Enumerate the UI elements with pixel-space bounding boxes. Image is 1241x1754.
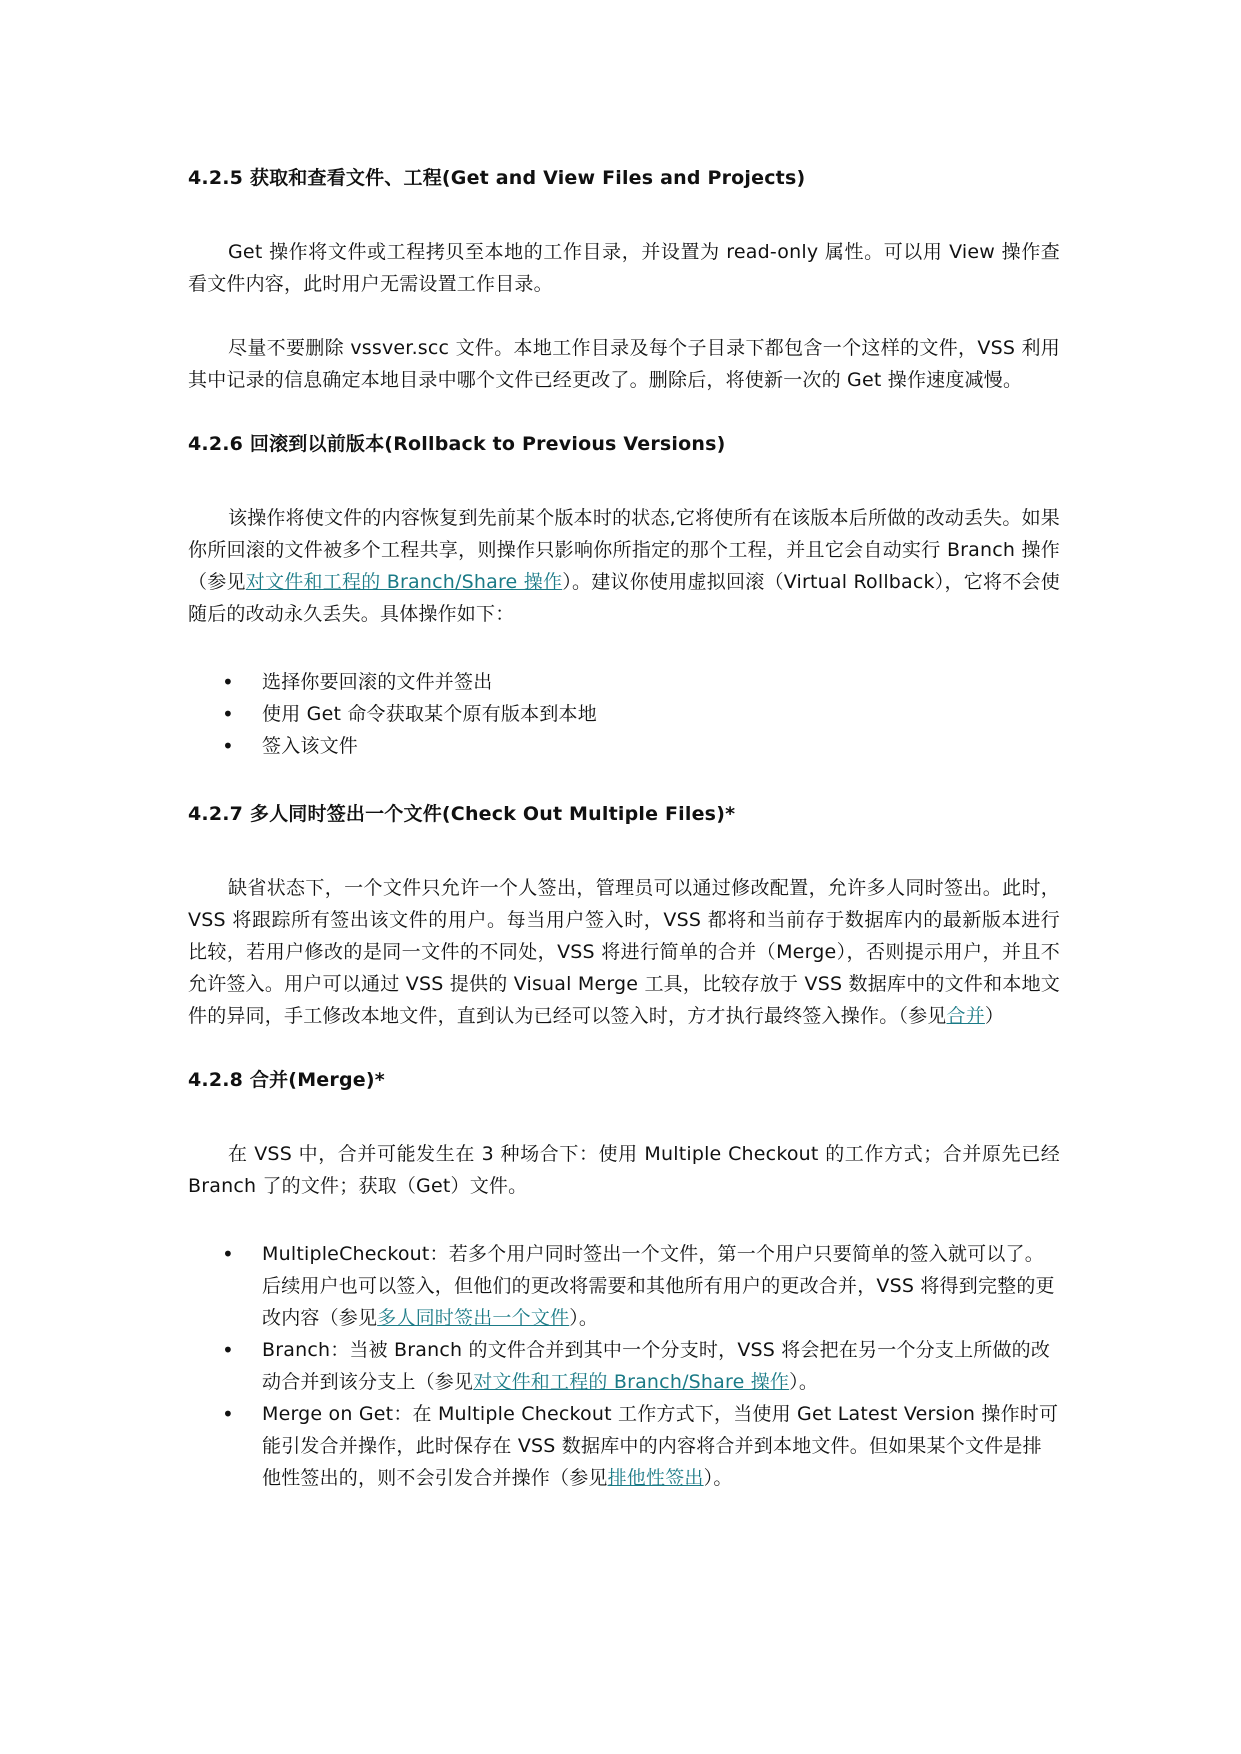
list-item: • 使用 Get 命令获取某个原有版本到本地 (262, 698, 1060, 730)
rollback-text-after: ）。建议你使用虚拟回滚（Virtual Rollback），它将不会使随后的改动永久丢失。具体操作如下： (188, 571, 1060, 625)
list-item (262, 1334, 1060, 1398)
link-merge[interactable]: 合并 (946, 1005, 985, 1027)
heading-4-2-6: 4.2.6 回滚到以前版本(Rollback to Previous Versions) (188, 433, 726, 455)
link-branch-share-2[interactable]: 对文件和工程的 Branch/Share 操作 (473, 1371, 790, 1393)
link-multiple-checkout[interactable]: 多人同时签出一个文件 (377, 1307, 570, 1329)
paragraph-rollback (188, 502, 1060, 630)
list-item-text: ）。 (703, 1467, 733, 1489)
rollback-text-before: 该操作将使文件的内容恢复到先前某个版本时的状态,它将使所有在该版本后所做的改动丢失。如果你所回滚的文件被多个工程共享，则操作只影响你所指定的那个工程，并且它会自动实行 Branch 操作（参见 (188, 507, 1060, 593)
heading-4-2-5: 4.2.5 获取和查看文件、工程(Get and View Files and Projects) (188, 167, 806, 189)
merge-cases-list (188, 1238, 1060, 1494)
list-item-text: Merge on Get：在 Multiple Checkout 工作方式下，当使用 Get Latest Version 操作时可能引发合并操作，此时保存在 VSS 数据库中的内容将合并到本地文件。但如果某个文件是排他性签出的，则不会引发合并操作（参见 (262, 1403, 1059, 1489)
list-item-text: MultipleCheckout：若多个用户同时签出一个文件，第一个用户只要简单的签入就可以了。后续用户也可以签入，但他们的更改将需要和其他所有用户的更改合并，VSS 将得到完整的更改内容（参见 (262, 1243, 1055, 1329)
checkout-text-before: 缺省状态下，一个文件只允许一个人签出，管理员可以通过修改配置，允许多人同时签出。此时，VSS 将跟踪所有签出该文件的用户。每当用户签入时，VSS 都将和当前存于数据库内的最新版本进行比较，若用户修改的是同一文件的不同处，VSS 将进行简单的合并（Merge），否则提示用户，并且不允许签入。用户可以通过 VSS 提供的 Visual Merge 工具，比较存放于 VSS 数据库中的文件和本地文件的异同，手工修改本地文件，直到认为已经可以签入时，方才执行最终签入操作。（参见 (188, 877, 1060, 1027)
list-item (262, 1398, 1060, 1494)
document-content (188, 162, 1060, 1494)
link-exclusive-checkout[interactable]: 排他性签出 (607, 1467, 704, 1489)
list-item-text: ）。 (569, 1307, 599, 1329)
paragraph-get-operation: Get 操作将文件或工程拷贝至本地的工作目录，并设置为 read-only 属性。可以用 View 操作查看文件内容，此时用户无需设置工作目录。 (188, 241, 1060, 295)
rollback-steps-list (188, 666, 1060, 762)
list-item-text: Branch：当被 Branch 的文件合并到其中一个分支时，VSS 将会把在另一个分支上所做的改动合并到该分支上（参见 (262, 1339, 1051, 1393)
paragraph-multiple-checkout (188, 872, 1060, 1032)
paragraph-vssver: 尽量不要删除 vssver.scc 文件。本地工作目录及每个子目录下都包含一个这样的文件，VSS 利用其中记录的信息确定本地目录中哪个文件已经更改了。删除后，将使新一次的 Get 操作速度减慢。 (188, 337, 1060, 391)
heading-4-2-7: 4.2.7 多人同时签出一个文件(Check Out Multiple Files)* (188, 803, 736, 825)
list-item (262, 1238, 1060, 1334)
list-item-text: ）。 (789, 1371, 819, 1393)
list-item: • 签入该文件 (262, 730, 1060, 762)
heading-4-2-8: 4.2.8 合并(Merge)* (188, 1069, 385, 1091)
link-branch-share[interactable]: 对文件和工程的 Branch/Share 操作 (245, 571, 563, 593)
checkout-text-after: ） (984, 1005, 1005, 1027)
list-item: • 选择你要回滚的文件并签出 (262, 666, 1060, 698)
paragraph-merge-intro: 在 VSS 中，合并可能发生在 3 种场合下：使用 Multiple Checkout 的工作方式；合并原先已经 Branch 了的文件；获取（Get）文件。 (188, 1143, 1060, 1197)
